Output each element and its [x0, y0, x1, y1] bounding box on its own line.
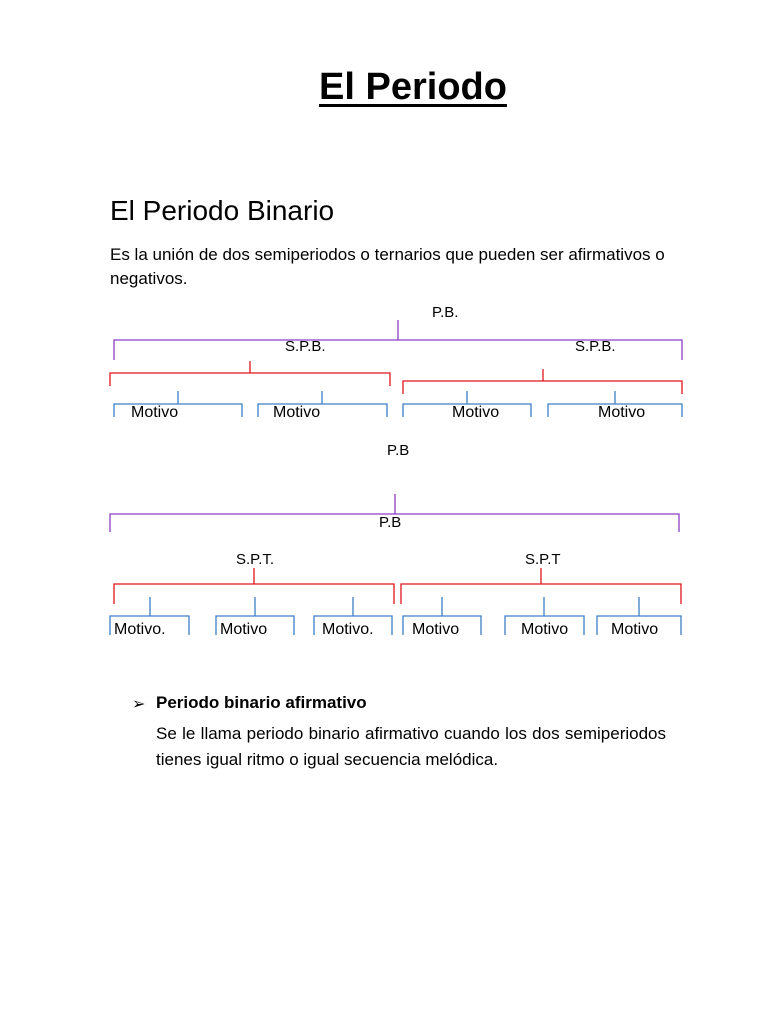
diagram-2-leaf-label: Motivo — [220, 621, 268, 638]
page-title: El Periodo — [319, 66, 507, 108]
section-heading: El Periodo Binario — [110, 195, 335, 226]
diagram-1-root-label: P.B. — [432, 304, 459, 321]
diagram-1-leaf-label: Motivo — [598, 404, 646, 421]
diagram-2-leaf-label: Motivo — [521, 621, 569, 638]
diagram-2-top-label: P.B — [387, 442, 410, 459]
diagram-1-leaf-label: Motivo — [131, 404, 179, 421]
diagram-2-branch-label-right: S.P.T — [525, 551, 561, 568]
diagram-2-branch-bracket-left — [114, 568, 394, 604]
diagram-1-branch-bracket-right — [403, 369, 682, 394]
diagram-1-branch-label-left: S.P.B. — [285, 338, 326, 355]
diagram-2-leaf-label: Motivo — [412, 621, 460, 638]
arrow-bullet-icon: ➢ — [132, 696, 146, 713]
diagram-2-leaf-label: Motivo. — [114, 621, 166, 638]
intro-paragraph: Es la unión de dos semiperiodos o ternarios que pueden ser afirmativos o negativos. — [110, 245, 665, 288]
diagram-1-branch-label-right: S.P.B. — [575, 338, 616, 355]
bullet-paragraph: Se le llama periodo binario afirmativo cuando los dos semiperiodos tienes igual ritmo o igual secuencia melódica. — [156, 724, 666, 769]
diagram-2-leaf-label: Motivo — [611, 621, 659, 638]
diagram-1-leaf-label: Motivo — [273, 404, 321, 421]
diagram-1-leaf-label: Motivo — [452, 404, 500, 421]
diagram-2-root-label: P.B — [379, 514, 402, 531]
diagram-1-brackets — [110, 320, 682, 417]
bullet-title: Periodo binario afirmativo — [156, 693, 367, 712]
diagram-1-branch-bracket-left — [110, 361, 390, 386]
diagram-2-leaf-label: Motivo. — [322, 621, 374, 638]
diagram-2-branch-label-left: S.P.T. — [236, 551, 275, 568]
